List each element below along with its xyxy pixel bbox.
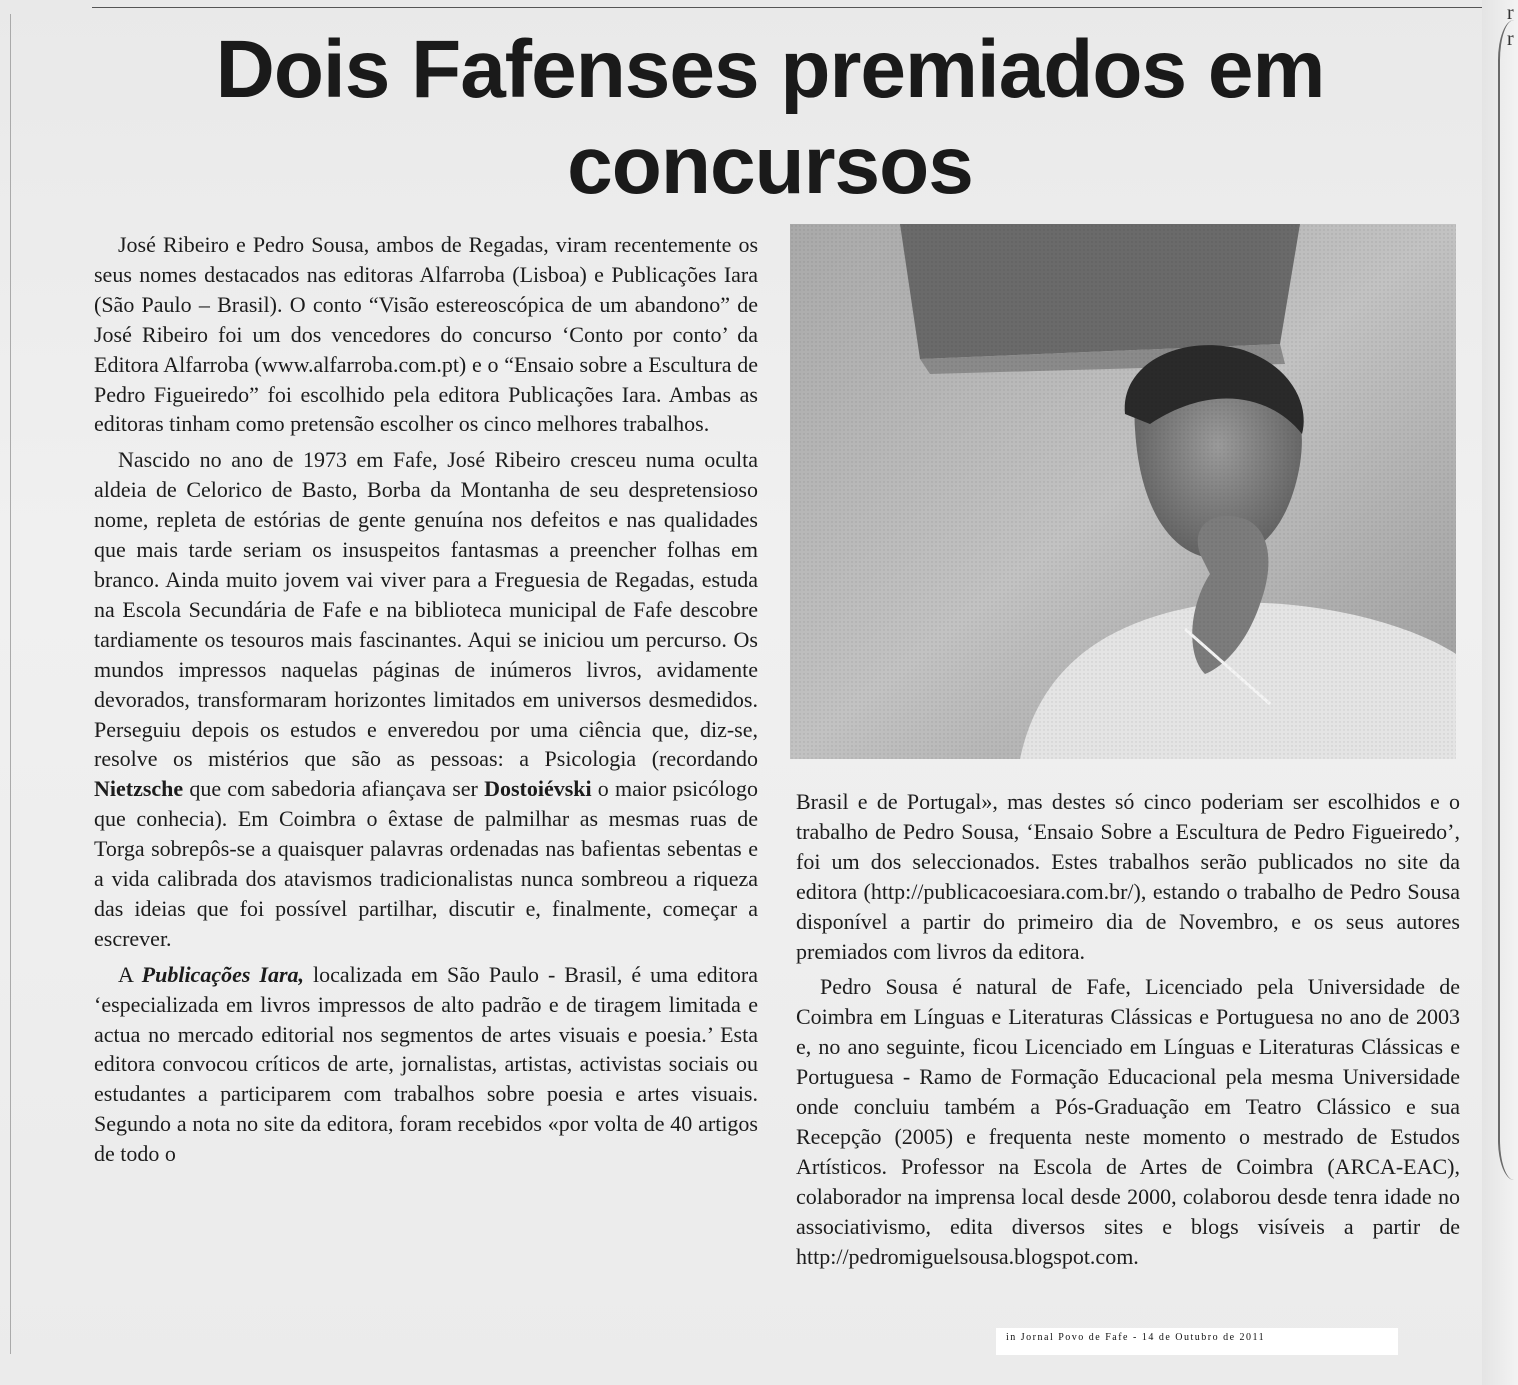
edge-letter: r bbox=[1507, 2, 1514, 24]
photo-illustration bbox=[790, 224, 1456, 759]
text-segment: Nascido no ano de 1973 em Fafe, José Ribeiro cresceu numa oculta aldeia de Celorico de Basto, Borba da Montanha de seu despretensioso nome, repleta de estórias de gente genuína nos defeitos e nas qualidades que mais tarde seriam os insuspeitos fantasmas a preencher folhas em branco. Ainda muito jovem vai viver para a Freguesia de Regadas, estuda na Escola Secundária de Fafe e na biblioteca municipal de Fafe descobre tardiamente os tesouros mais fascinantes. Aqui se iniciou um percurso. Os mundos impressos naquelas páginas de inúmeros livros, avidamente devorados, transformaram horizontes limitados em universos desmedidos. Perseguiu depois os estudos e enveredou por uma ciência que, diz-se, resolve os mistérios que são as pessoas: a Psicologia (recordando bbox=[94, 447, 758, 772]
paragraph-publicacoes-iara bbox=[94, 960, 758, 1169]
headline: Dois Fafenses premiados em concursos bbox=[215, 24, 1325, 211]
text-segment: A bbox=[118, 961, 142, 987]
left-column bbox=[94, 230, 758, 1175]
portrait-photo bbox=[790, 224, 1456, 759]
source-note: in Jornal Povo de Fafe - 14 de Outubro de 2011 bbox=[1006, 1332, 1266, 1343]
paragraph-biography-jose-ribeiro bbox=[94, 445, 758, 953]
publisher-name: Publicações Iara, bbox=[141, 961, 305, 987]
name-nietzsche: Nietzsche bbox=[94, 776, 184, 802]
text-segment: que com sabedoria afiançava ser bbox=[183, 776, 485, 802]
page-curl-edge bbox=[1498, 20, 1516, 1180]
left-fold-line bbox=[10, 14, 11, 1354]
text-segment: localizada em São Paulo - Brasil, é uma editora ‘especializada em livros impressos de alto padrão e de tiragem limitada e actua no mercado editorial nos segmentos de artes visuais e poesia.’ Esta editora convocou críticos de arte, jornalistas, artistas, activistas sociais ou estudantes a participarem com trabalhos sobre poesia e artes visuais. Segundo a nota no site da editora, foram recebidos «por volta de 40 artigos de todo o bbox=[94, 961, 758, 1167]
source-note-box bbox=[996, 1328, 1398, 1355]
paragraph-selection: Brasil e de Portugal», mas destes só cinco poderiam ser escolhidos e o trabalho de Pedro Sousa, ‘Ensaio Sobre a Escultura de Pedro Figueiredo’, foi um dos seleccionados. Estes trabalhos serão publicados no site da editora (http://publicacoesiara.com.br/), estando o trabalho de Pedro Sousa disponível a partir do primeiro dia de Novembro, e os seus autores premiados com livros da editora. bbox=[796, 789, 1460, 964]
paragraph-biography-pedro-sousa: Pedro Sousa é natural de Fafe, Licenciado pela Universidade de Coimbra em Línguas e Literaturas Clássicas e Portuguesa no ano de 2003 e, no ano seguinte, ficou Licenciado em Línguas e Literaturas Clássicas e Portuguesa - Ramo de Formação Educacional pela mesma Universidade onde concluiu também a Pós-Graduação em Teatro Clássico e sua Recepção (2005) e frequenta neste momento o mestrado de Estudos Artísticos. Professor na Escola de Artes de Coimbra (ARCA-EAC), colaborador na imprensa local desde 2000, colaborou desde tenra idade no associativismo, edita diversos sites e blogs visíveis a partir de http://pedromiguelsousa.blogspot.com. bbox=[796, 974, 1460, 1269]
edge-letter: r bbox=[1507, 28, 1514, 50]
text-segment: o maior psicólogo que conhecia). Em Coimbra o êxtase de palmilhar as mesmas ruas de Torga sobrepôs-se a quaisquer palavras ordenadas nas bafientas sebentas e a vida calibrada dos atavismos tradicionalistas nunca sombreou a riqueza das ideias que foi possível partilhar, discutir e, finalmente, começar a escrever. bbox=[94, 776, 758, 951]
top-rule bbox=[92, 7, 1482, 8]
paragraph-intro: José Ribeiro e Pedro Sousa, ambos de Regadas, viram recentemente os seus nomes destacados nas editoras Alfarroba (Lisboa) e Publicações Iara (São Paulo – Brasil). O conto “Visão estereoscópica de um abandono” de José Ribeiro foi um dos vencedores do concurso ‘Conto por conto’ da Editora Alfarroba (www.alfarroba.com.pt) e o “Ensaio sobre a Escultura de Pedro Figueiredo” foi escolhido pela editora Publicações Iara. Ambas as editoras tinham como pretensão escolher os cinco melhores trabalhos. bbox=[94, 232, 758, 437]
name-dostoievski: Dostoiévski bbox=[484, 776, 592, 802]
right-column bbox=[796, 787, 1460, 1278]
